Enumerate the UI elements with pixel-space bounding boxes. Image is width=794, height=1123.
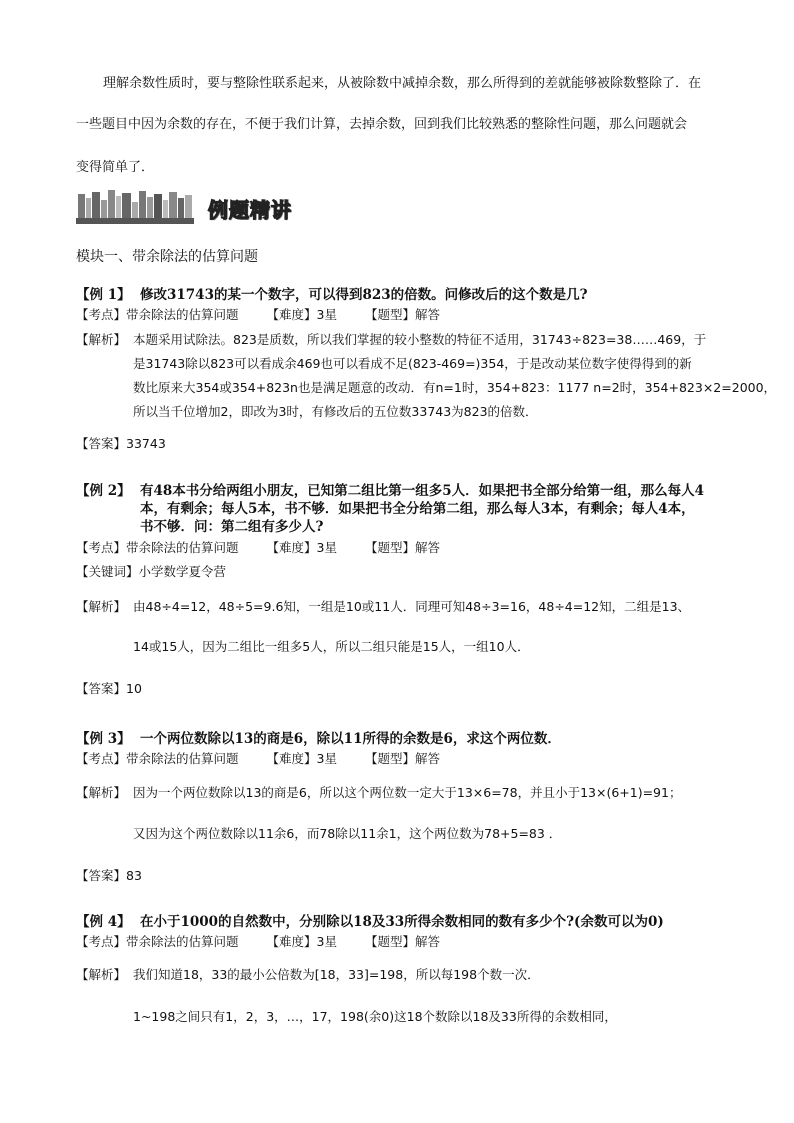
kaodian-value: 带余除法的估算问题 [126, 540, 239, 555]
answer-value: 83 [126, 868, 142, 883]
example-question-line: 书不够．问：第二组有多少人? [140, 519, 324, 535]
kaodian-tag: 【考点】 [76, 751, 127, 766]
analysis-line: 我们知道18，33的最小公倍数为[18，33]=198，所以每198个数一次． [133, 967, 540, 982]
nandu-value: 3星 [316, 540, 337, 555]
answer-row [76, 434, 166, 452]
tixing-value: 解答 [414, 934, 440, 949]
example-label: 【例 2】 [76, 483, 131, 499]
tixing-tag: 【题型】 [364, 307, 415, 322]
analysis-line: 数比原来大354或354+823n也是满足题意的改动．有n=1时，354+823：1177 n=2时，354+823×2=2000， [133, 380, 777, 395]
example-question-line: 一个两位数除以13的商是6，除以11所得的余数是6，求这个两位数． [140, 731, 561, 747]
answer-value: 10 [126, 681, 142, 696]
nandu-tag: 【难度】 [266, 540, 317, 555]
section-banner [76, 188, 306, 228]
analysis-tag: 【解析】 [76, 599, 127, 614]
kaodian-value: 带余除法的估算问题 [126, 751, 239, 766]
banner-title: 例题精讲 [208, 198, 292, 222]
kaodian-tag: 【考点】 [76, 307, 127, 322]
analysis-tag: 【解析】 [76, 967, 127, 982]
analysis-line: 1~198之间只有1，2，3，…，17，198(余0)这18个数除以18及33所得的余数相同， [133, 1009, 617, 1024]
intro-line-2: 一些题目中因为余数的存在，不便于我们计算，去掉余数，回到我们比较熟悉的整除性问题，那么问题就会 [76, 117, 688, 132]
nandu-value: 3星 [316, 307, 337, 322]
tixing-tag: 【题型】 [364, 934, 415, 949]
example-label: 【例 3】 [76, 731, 131, 747]
answer-value: 33743 [126, 436, 166, 451]
tixing-tag: 【题型】 [364, 751, 415, 766]
example-question-line: 本，有剩余；每人5本，书不够．如果把书全分给第二组，那么每人3本，有剩余；每人4本， [140, 501, 695, 517]
example-label: 【例 1】 [76, 287, 131, 303]
analysis-line: 所以当千位增加2，即改为3时，有修改后的五位数33743为823的倍数． [133, 404, 538, 419]
nandu-tag: 【难度】 [266, 307, 317, 322]
books-icon [76, 188, 194, 228]
tixing-value: 解答 [414, 751, 440, 766]
nandu-tag: 【难度】 [266, 934, 317, 949]
answer-tag: 【答案】 [76, 436, 127, 451]
analysis-line: 因为一个两位数除以13的商是6，所以这个两位数一定大于13×6=78，并且小于13×(6+1)=91； [133, 785, 682, 800]
example-label: 【例 4】 [76, 914, 131, 930]
answer-row [76, 866, 142, 884]
nandu-value: 3星 [316, 934, 337, 949]
kaodian-value: 带余除法的估算问题 [126, 934, 239, 949]
kaodian-value: 带余除法的估算问题 [126, 307, 239, 322]
analysis-line: 由48÷4=12，48÷5=9.6知，一组是10或11人．同理可知48÷3=16，48÷4=12知，二组是13、 [133, 599, 691, 614]
analysis-line: 14或15人，因为二组比一组多5人，所以二组只能是15人，一组10人． [133, 639, 530, 654]
answer-row [76, 679, 142, 697]
keyword-value: 小学数学夏令营 [138, 564, 227, 579]
intro-line-1: 理解余数性质时，要与整除性联系起来，从被除数中减掉余数，那么所得到的差就能够被除数整除了．在 [103, 76, 702, 91]
meta-row [76, 305, 440, 323]
keyword-tag: 【关键词】 [76, 564, 139, 579]
example-question-line: 有48本书分给两组小朋友，已知第二组比第一组多5人．如果把书全部分给第一组，那么每人4 [140, 483, 705, 499]
meta-row [76, 932, 440, 950]
meta-row [76, 749, 440, 767]
example-question-line: 在小于1000的自然数中，分别除以18及33所得余数相同的数有多少个?(余数可以为0) [140, 914, 664, 930]
answer-tag: 【答案】 [76, 681, 127, 696]
analysis-line: 本题采用试除法。823是质数，所以我们掌握的较小整数的特征不适用，31743÷823=38……469，于 [133, 332, 707, 347]
analysis-tag: 【解析】 [76, 785, 127, 800]
intro-line-3: 变得简单了． [76, 160, 155, 175]
tixing-tag: 【题型】 [364, 540, 415, 555]
meta-row [76, 538, 440, 556]
analysis-line: 又因为这个两位数除以11余6，而78除以11余1，这个两位数为78+5=83 ． [133, 826, 562, 841]
analysis-line: 是31743除以823可以看成余469也可以看成不足(823-469=)354，于是改动某位数字使得得到的新 [133, 356, 692, 371]
tixing-value: 解答 [414, 307, 440, 322]
analysis-tag: 【解析】 [76, 332, 127, 347]
module-title: 模块一、带余除法的估算问题 [76, 249, 258, 265]
answer-tag: 【答案】 [76, 868, 127, 883]
tixing-value: 解答 [414, 540, 440, 555]
nandu-tag: 【难度】 [266, 751, 317, 766]
kaodian-tag: 【考点】 [76, 934, 127, 949]
nandu-value: 3星 [316, 751, 337, 766]
keyword-row [76, 562, 226, 580]
example-question-line: 修改31743的某一个数字，可以得到823的倍数。问修改后的这个数是几? [140, 287, 588, 303]
kaodian-tag: 【考点】 [76, 540, 127, 555]
